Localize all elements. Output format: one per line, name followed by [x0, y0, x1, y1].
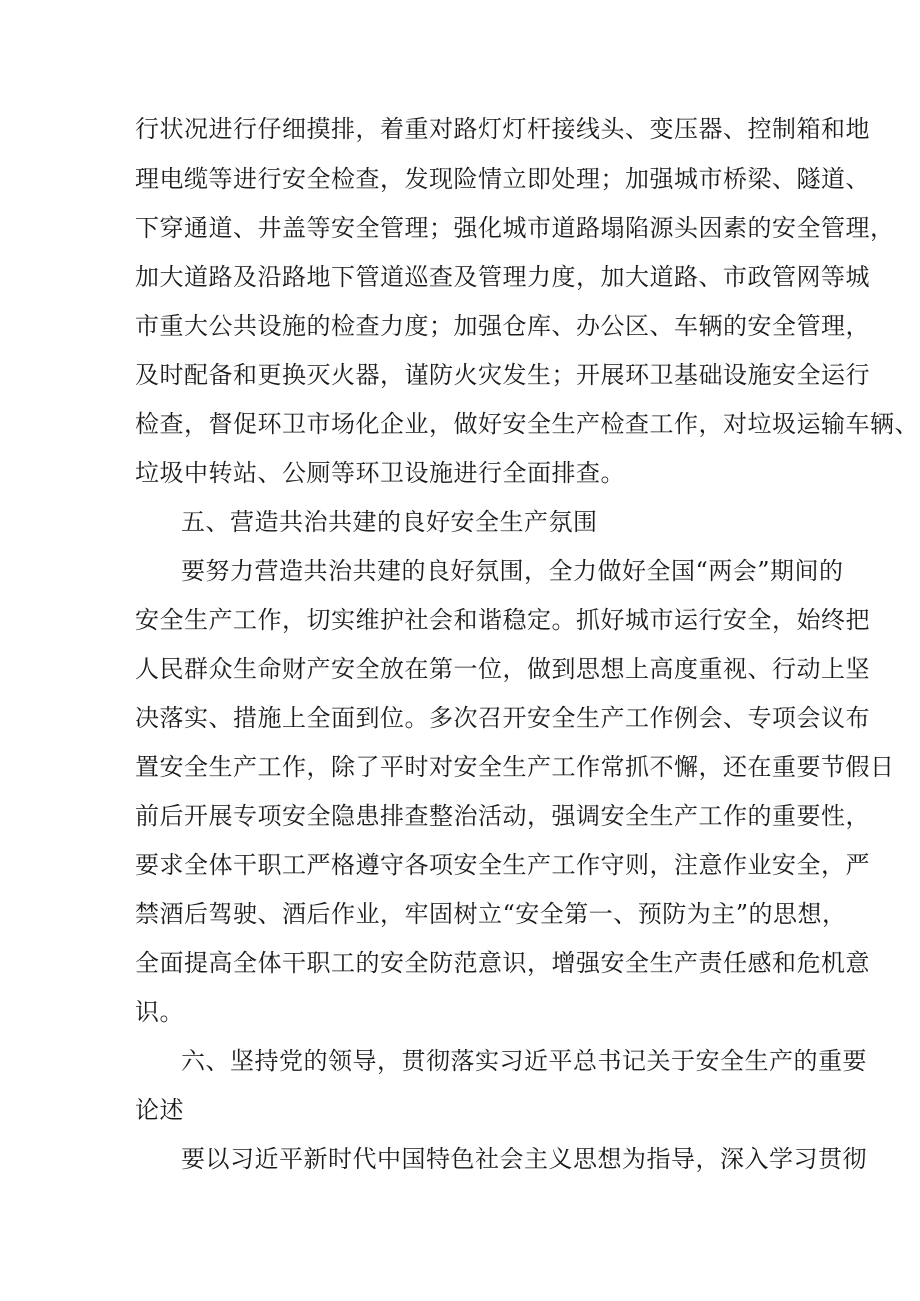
paragraph-line: 安全生产工作，切实维护社会和谐稳定。抓好城市运行安全，始终把 [135, 606, 870, 634]
paragraph-line: 要求全体干职工严格遵守各项安全生产工作守则，注意作业安全，严 [135, 851, 870, 879]
paragraph-line: 行状况进行仔细摸排，着重对路灯灯杆接线头、变压器、控制箱和地 [135, 115, 870, 143]
section-heading-6: 六、坚持党的领导，贯彻落实习近平总书记关于安全生产的重要 [181, 1047, 867, 1075]
section-heading-5: 五、营造共治共建的良好安全生产氛围 [181, 508, 598, 536]
paragraph-line: 垃圾中转站、公厕等环卫设施进行全面排查。 [135, 459, 625, 487]
paragraph-line: 置安全生产工作，除了平时对安全生产工作常抓不懈，还在重要节假日 [135, 753, 895, 781]
paragraph-line: 前后开展专项安全隐患排查整治活动，强调安全生产工作的重要性， [135, 802, 870, 830]
paragraph-line: 禁酒后驾驶、酒后作业，牢固树立“安全第一、预防为主”的思想， [135, 900, 847, 928]
paragraph-line: 人民群众生命财产安全放在第一位，做到思想上高度重视、行动上坚 [135, 655, 870, 683]
paragraph-line: 下穿通道、井盖等安全管理；强化城市道路塌陷源头因素的安全管理， [135, 214, 895, 242]
paragraph-line: 及时配备和更换灭火器，谨防火灾发生；开展环卫基础设施安全运行 [135, 361, 870, 389]
paragraph-line: 要努力营造共治共建的良好氛围，全力做好全国“两会”期间的 [181, 557, 844, 585]
paragraph-line: 决落实、措施上全面到位。多次召开安全生产工作例会、专项会议布 [135, 704, 870, 732]
paragraph-line: 检查，督促环卫市场化企业，做好安全生产检查工作，对垃圾运输车辆、 [135, 410, 919, 438]
paragraph-line: 要以习近平新时代中国特色社会主义思想为指导，深入学习贯彻 [181, 1145, 867, 1173]
section-heading-6-continued: 论述 [135, 1096, 184, 1124]
paragraph-line: 全面提高全体干职工的安全防范意识，增强安全生产责任感和危机意 [135, 949, 870, 977]
paragraph-line: 理电缆等进行安全检查，发现险情立即处理；加强城市桥梁、隧道、 [135, 165, 870, 193]
paragraph-line: 加大道路及沿路地下管道巡查及管理力度，加大道路、市政管网等城 [135, 263, 870, 291]
paragraph-line: 识。 [135, 998, 184, 1026]
paragraph-line: 市重大公共设施的检查力度；加强仓库、办公区、车辆的安全管理， [135, 312, 870, 340]
